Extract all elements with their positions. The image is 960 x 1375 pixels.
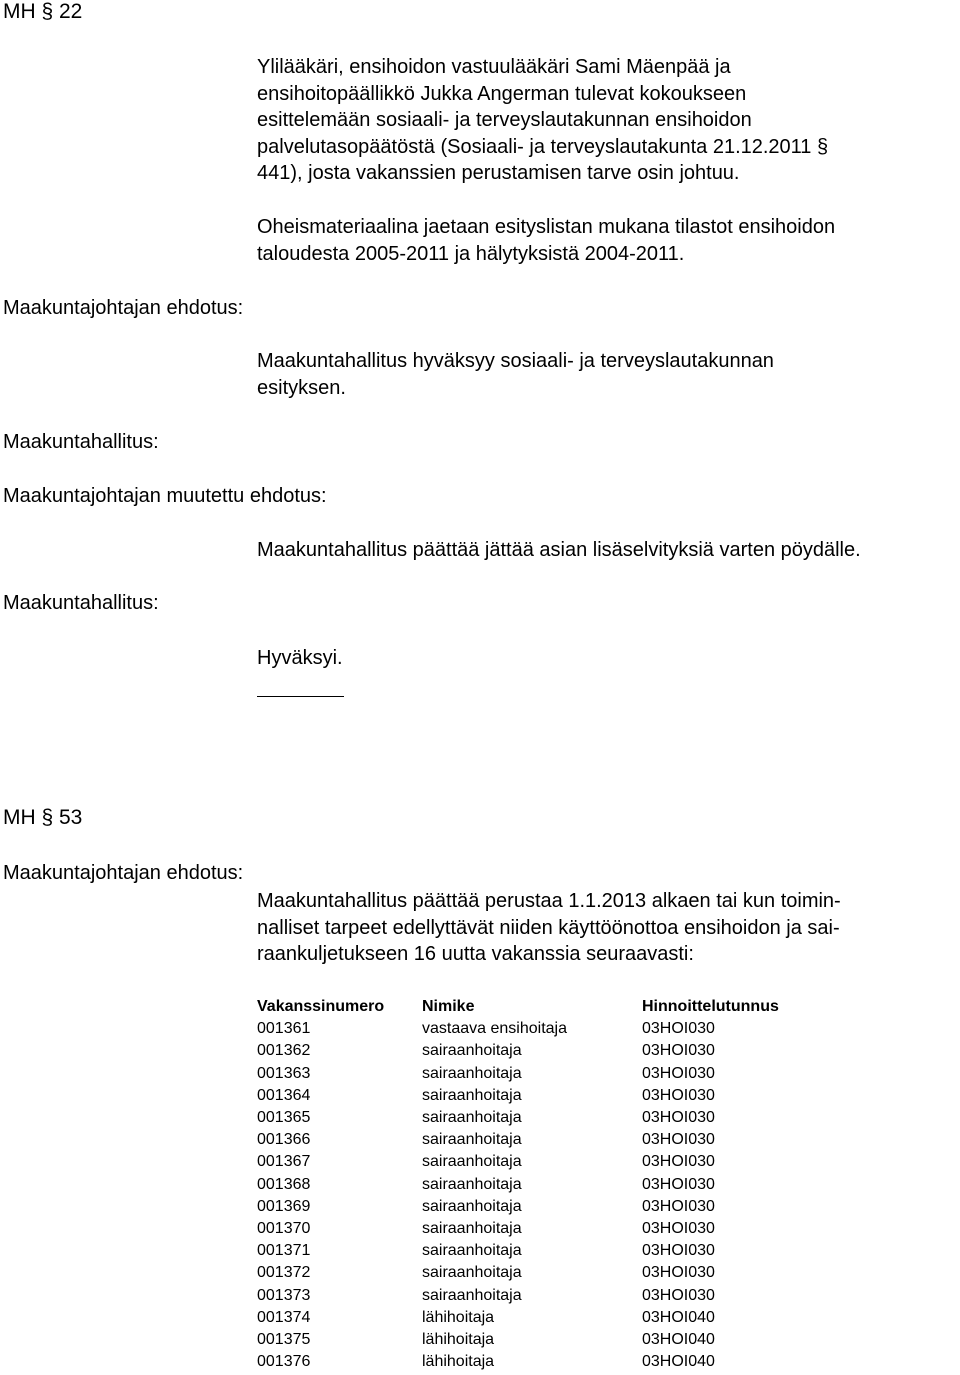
- table-row: [257, 1085, 822, 1107]
- title-cell: sairaanhoitaja: [422, 1286, 522, 1304]
- section-heading-53: MH § 53: [3, 806, 83, 829]
- proposal-line: raankuljetukseen 16 uutta vakanssia seuraavasti:: [257, 943, 694, 965]
- decision-text: Hyväksyi.: [257, 647, 343, 669]
- pricing-code-cell: 03HOI030: [642, 1020, 715, 1038]
- label-amended-proposal: Maakuntajohtajan muutettu ehdotus:: [3, 485, 327, 507]
- table-row: [257, 1218, 822, 1240]
- header-vacancy-number: Vakanssinumero: [257, 998, 385, 1016]
- vacancy-number-cell: 001374: [257, 1308, 311, 1326]
- pricing-code-cell: 03HOI030: [642, 1286, 715, 1304]
- label-board-2: Maakuntahallitus:: [3, 592, 159, 614]
- pricing-code-cell: 03HOI030: [642, 1219, 715, 1237]
- vacancy-number-cell: 001367: [257, 1153, 311, 1171]
- vacancy-number-cell: 001372: [257, 1264, 311, 1282]
- proposal-line: Maakuntahallitus päättää perustaa 1.1.2013 alkaen tai kun toimin-: [257, 890, 841, 912]
- proposal-paragraph-2: [257, 888, 841, 968]
- table-row: [257, 1129, 822, 1151]
- vacancy-number-cell: 001375: [257, 1330, 311, 1348]
- label-proposal: Maakuntajohtajan ehdotus:: [3, 297, 244, 319]
- title-cell: lähihoitaja: [422, 1330, 495, 1348]
- section-heading-22: MH § 22: [3, 0, 83, 23]
- vacancy-number-cell: 001368: [257, 1175, 311, 1193]
- pricing-code-cell: 03HOI030: [642, 1131, 715, 1149]
- proposal-line: nalliset tarpeet edellyttävät niiden käyttöönottoa ensihoidon ja sai-: [257, 916, 840, 939]
- title-cell: vastaava ensihoitaja: [422, 1020, 567, 1038]
- header-title: Nimike: [422, 998, 475, 1016]
- title-cell: lähihoitaja: [422, 1353, 495, 1371]
- vacancy-number-cell: 001376: [257, 1353, 311, 1371]
- attachment-line: Oheismateriaalina jaetaan esityslistan mukana tilastot ensihoidon: [257, 216, 836, 238]
- title-cell: sairaanhoitaja: [422, 1109, 522, 1127]
- label-board: Maakuntahallitus:: [3, 431, 159, 453]
- intro-line: ensihoitopäällikkö Jukka Angerman tulevat kokoukseen: [257, 82, 747, 105]
- vacancy-table-body: [257, 1018, 822, 1373]
- title-cell: sairaanhoitaja: [422, 1242, 522, 1260]
- pricing-code-cell: 03HOI030: [642, 1064, 715, 1082]
- title-cell: sairaanhoitaja: [422, 1042, 522, 1060]
- proposal-paragraph: [257, 348, 774, 401]
- pricing-code-cell: 03HOI030: [642, 1175, 715, 1193]
- pricing-code-cell: 03HOI030: [642, 1042, 715, 1060]
- attachment-line: taloudesta 2005-2011 ja hälytyksistä 2004-2011.: [257, 242, 685, 265]
- title-cell: sairaanhoitaja: [422, 1153, 522, 1171]
- header-pricing-code: Hinnoittelutunnus: [642, 998, 779, 1016]
- pricing-code-cell: 03HOI030: [642, 1153, 715, 1171]
- table-row: [257, 1351, 822, 1373]
- pricing-code-cell: 03HOI030: [642, 1264, 715, 1282]
- vacancy-number-cell: 001364: [257, 1086, 311, 1104]
- amended-proposal-text: Maakuntahallitus päättää jättää asian lisäselvityksiä varten pöydälle.: [257, 539, 861, 561]
- table-row: [257, 1307, 822, 1329]
- pricing-code-cell: 03HOI030: [642, 1242, 715, 1260]
- table-row: [257, 1018, 822, 1040]
- table-row: [257, 1284, 822, 1306]
- table-row: [257, 1040, 822, 1062]
- pricing-code-cell: 03HOI030: [642, 1109, 715, 1127]
- signature-underline: [257, 696, 344, 697]
- title-cell: sairaanhoitaja: [422, 1064, 522, 1082]
- title-cell: sairaanhoitaja: [422, 1219, 522, 1237]
- vacancy-table: [257, 996, 822, 1373]
- title-cell: sairaanhoitaja: [422, 1086, 522, 1104]
- pricing-code-cell: 03HOI030: [642, 1197, 715, 1215]
- table-row: [257, 1262, 822, 1284]
- title-cell: sairaanhoitaja: [422, 1131, 522, 1149]
- title-cell: lähihoitaja: [422, 1308, 495, 1326]
- title-cell: sairaanhoitaja: [422, 1197, 522, 1215]
- table-row: [257, 1329, 822, 1351]
- vacancy-number-cell: 001363: [257, 1064, 311, 1082]
- pricing-code-cell: 03HOI040: [642, 1353, 715, 1371]
- vacancy-number-cell: 001361: [257, 1020, 311, 1038]
- intro-line: esittelemään sosiaali- ja terveyslautakunnan ensihoidon: [257, 109, 752, 131]
- table-header-row: [257, 996, 822, 1018]
- pricing-code-cell: 03HOI040: [642, 1308, 715, 1326]
- intro-line: 441), josta vakanssien perustamisen tarve osin johtuu.: [257, 162, 740, 184]
- vacancy-number-cell: 001369: [257, 1197, 311, 1215]
- intro-line: palvelutasopäätöstä (Sosiaali- ja terveyslautakunta 21.12.2011 §: [257, 135, 829, 158]
- table-row: [257, 1151, 822, 1173]
- table-row: [257, 1063, 822, 1085]
- table-row: [257, 1174, 822, 1196]
- table-row: [257, 1107, 822, 1129]
- vacancy-number-cell: 001366: [257, 1131, 311, 1149]
- vacancy-number-cell: 001371: [257, 1242, 311, 1260]
- vacancy-number-cell: 001362: [257, 1042, 311, 1060]
- title-cell: sairaanhoitaja: [422, 1264, 522, 1282]
- intro-paragraph: [257, 54, 828, 187]
- proposal-line: esityksen.: [257, 376, 346, 399]
- label-proposal-2: Maakuntajohtajan ehdotus:: [3, 862, 244, 884]
- table-row: [257, 1240, 822, 1262]
- pricing-code-cell: 03HOI040: [642, 1330, 715, 1348]
- proposal-line: Maakuntahallitus hyväksyy sosiaali- ja terveyslautakunnan: [257, 350, 774, 372]
- table-row: [257, 1196, 822, 1218]
- vacancy-number-cell: 001373: [257, 1286, 311, 1304]
- pricing-code-cell: 03HOI030: [642, 1086, 715, 1104]
- title-cell: sairaanhoitaja: [422, 1175, 522, 1193]
- attachment-paragraph: [257, 214, 835, 267]
- intro-line: Ylilääkäri, ensihoidon vastuulääkäri Sami Mäenpää ja: [257, 56, 731, 78]
- vacancy-number-cell: 001365: [257, 1109, 311, 1127]
- vacancy-number-cell: 001370: [257, 1219, 311, 1237]
